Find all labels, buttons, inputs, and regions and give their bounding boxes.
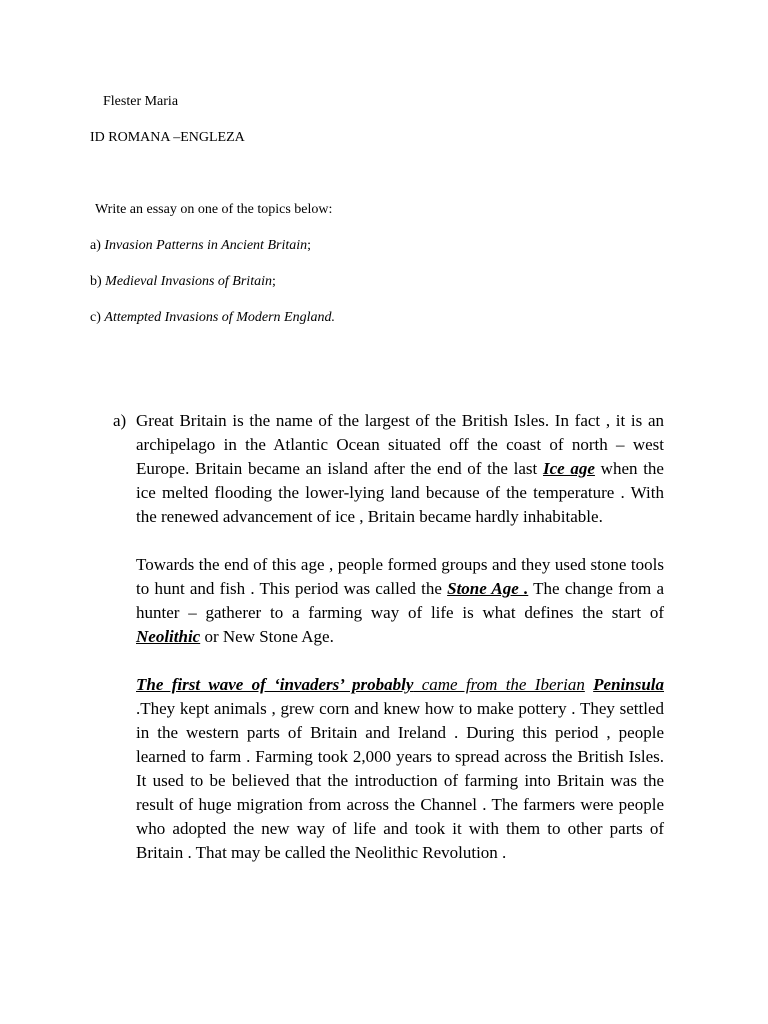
essay-paragraph-3 bbox=[136, 673, 664, 865]
paragraph-text: The change from a hunter – gatherer to a farming way of life is what defines the start of bbox=[136, 579, 664, 622]
topic-item-c bbox=[90, 309, 335, 327]
paragraph-text: Towards the end of this age , people formed groups and they used stone tools to hunt and fish . This period was called the bbox=[136, 555, 664, 598]
topic-marker: b) bbox=[90, 274, 102, 289]
topic-title: Invasion Patterns in Ancient Britain bbox=[104, 238, 308, 253]
keyword-neolithic: Neolithic bbox=[136, 627, 201, 646]
essay-marker: a) bbox=[113, 411, 127, 430]
topic-item-a bbox=[90, 237, 311, 255]
keyword-peninsula: Peninsula bbox=[593, 675, 665, 694]
assignment-prompt: Write an essay on one of the topics below: bbox=[95, 202, 333, 217]
essay-paragraph-2 bbox=[136, 553, 664, 649]
topic-marker: a) bbox=[90, 238, 101, 253]
topic-title: Attempted Invasions of Modern England. bbox=[104, 310, 335, 325]
course-title: ID ROMANA –ENGLEZA bbox=[90, 130, 245, 145]
keyword-ice-age: Ice age bbox=[542, 459, 595, 478]
essay-body bbox=[113, 409, 665, 889]
topic-end: ; bbox=[271, 274, 276, 289]
topic-item-b bbox=[90, 273, 276, 291]
keyword-iberian: came from the Iberian bbox=[413, 675, 585, 694]
essay-paragraph-1 bbox=[136, 409, 664, 529]
paragraph-text: or New Stone Age. bbox=[200, 627, 334, 646]
keyword-first-wave: The first wave of ‘invaders’ probably bbox=[136, 675, 414, 694]
author-name: Flester Maria bbox=[103, 94, 179, 109]
paragraph-text: .They kept animals , grew corn and knew how to make pottery . They settled in the western parts of Britain and Ireland . During this period , people learned to farm . Farming took 2,000 years to spread across the British Isles. It used to be believed that the introduction of farming into Britain was the result of huge migration from across the Channel . The farmers were people who adopted the new way of life and took it with them to other parts of Britain . That may be called the Neolithic Revolution . bbox=[136, 699, 664, 862]
paragraph-text: Great Britain is the name of the largest of the British Isles. In fact , it is an archipelago in the Atlantic Ocean situated off the coast of north – west Europe. Britain became an island after the end of the last bbox=[136, 411, 664, 478]
topic-marker: c) bbox=[90, 310, 101, 325]
topic-title: Medieval Invasions of Britain bbox=[105, 274, 272, 289]
topic-end: ; bbox=[307, 238, 312, 253]
paragraph-text: when the ice melted flooding the lower-lying land because of the temperature . With the renewed advancement of ice , Britain became hardly inhabitable. bbox=[136, 459, 664, 526]
keyword-stone-age: Stone Age . bbox=[447, 579, 529, 598]
